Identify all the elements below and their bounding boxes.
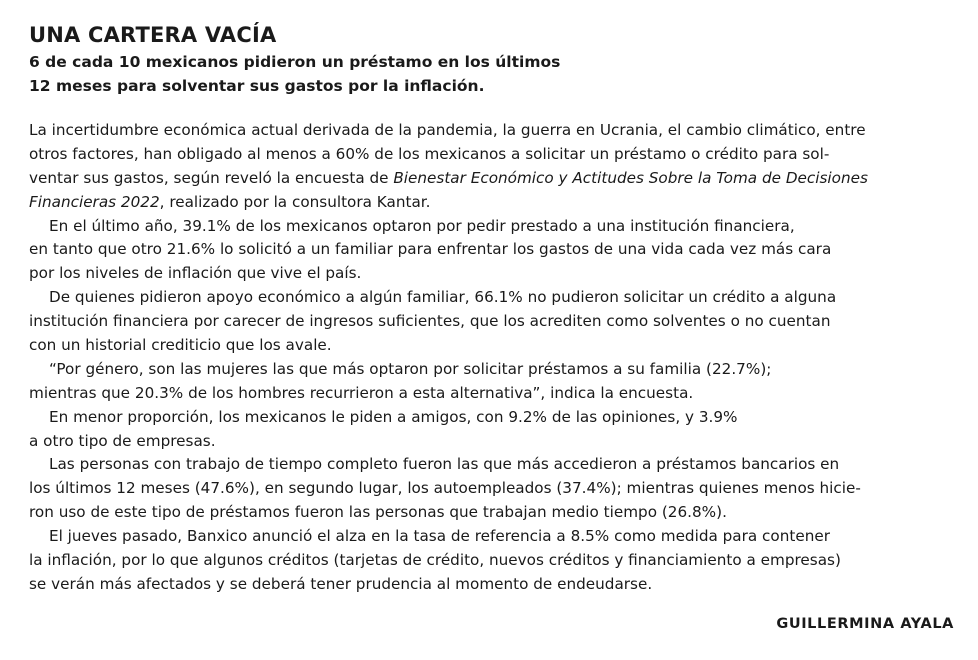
paragraph-1-line-3-text: ventar sus gastos, según reveló la encuesta de — [29, 168, 394, 187]
paragraph-2-line-3: por los niveles de inflación que vive el país. — [29, 264, 362, 283]
paragraph-2-line-2: en tanto que otro 21.6% lo solicitó a un familiar para enfrentar los gastos de una vida cada vez más cara — [29, 240, 832, 259]
paragraph-1-line-4 — [29, 191, 959, 215]
subheadline-line: 12 meses para solventar sus gastos por la inflación. — [29, 77, 485, 95]
paragraph-1-line-4-text: , realizado por la consultora Kantar. — [159, 192, 431, 211]
paragraph-6-line-3: ron uso de este tipo de préstamos fueron las personas que trabajan medio tiempo (26.8%). — [29, 503, 727, 522]
paragraph-1-line-2: otros factores, han obligado al menos a 60% de los mexicanos a solicitar un préstamo o crédito para sol- — [29, 144, 830, 163]
headline: UNA CARTERA VACÍA — [29, 23, 277, 47]
paragraph-3-line-1: De quienes pidieron apoyo económico a algún familiar, 66.1% no pudieron solicitar un crédito a alguna — [49, 288, 837, 307]
paragraph-7-line-3: se verán más afectados y se deberá tener prudencia al momento de endeudarse. — [29, 574, 653, 593]
subheadline-line: 6 de cada 10 mexicanos pidieron un préstamo en los últimos — [29, 53, 561, 71]
paragraph-7-line-1: El jueves pasado, Banxico anunció el alza en la tasa de referencia a 8.5% como medida para contener — [49, 527, 830, 546]
paragraph-6-line-1: Las personas con trabajo de tiempo completo fueron las que más accedieron a préstamos bancarios en — [49, 455, 840, 474]
paragraph-4-line-1: “Por género, son las mujeres las que más optaron por solicitar préstamos a su familia (22.7%); — [49, 359, 772, 378]
paragraph-2-line-1: En el último año, 39.1% de los mexicanos optaron por pedir prestado a una institución financiera, — [49, 216, 795, 235]
paragraph-5-line-1: En menor proporción, los mexicanos le piden a amigos, con 9.2% de las opiniones, y 3.9% — [49, 407, 738, 426]
survey-title-part-1: Bienestar Económico y Actitudes Sobre la Toma de Decisiones — [393, 168, 868, 187]
paragraph-6-line-2: los últimos 12 meses (47.6%), en segundo lugar, los autoempleados (37.4%); mientras quienes menos hicie- — [29, 479, 861, 498]
author-byline: GUILLERMINA AYALA — [776, 616, 954, 632]
paragraph-5-line-2: a otro tipo de empresas. — [29, 431, 216, 450]
paragraph-3-line-3: con un historial crediticio que los avale. — [29, 336, 332, 355]
paragraph-1-line-1: La incertidumbre económica actual derivada de la pandemia, la guerra en Ucrania, el cambio climático, entre — [29, 121, 866, 139]
paragraph-3-line-2: institución financiera por carecer de ingresos suficientes, que los acrediten como solventes o no cuentan — [29, 312, 831, 331]
paragraph-4-line-2: mientras que 20.3% de los hombres recurrieron a esta alternativa”, indica la encuesta. — [29, 383, 694, 402]
paragraph-7-line-2: la inflación, por lo que algunos créditos (tarjetas de crédito, nuevos créditos y financiamiento a empresas) — [29, 551, 841, 570]
subheadline — [29, 50, 560, 98]
article-body — [29, 119, 959, 597]
survey-title-part-2: Financieras 2022 — [29, 192, 160, 211]
paragraph-1-line-3 — [29, 167, 959, 191]
